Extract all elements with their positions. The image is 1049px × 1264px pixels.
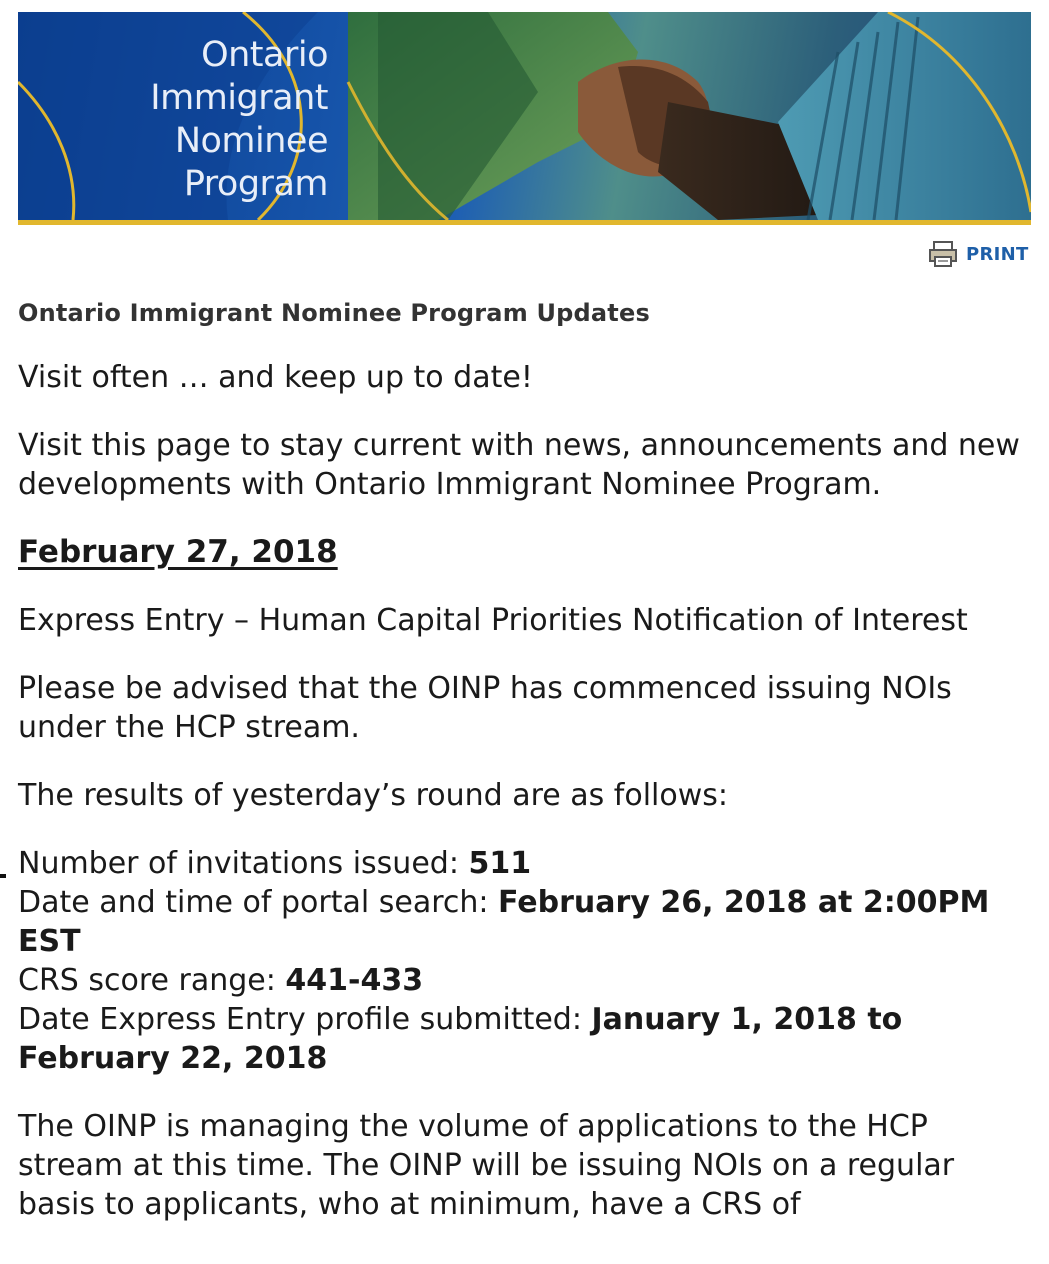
result-crs-range [18, 961, 1028, 1000]
print-label[interactable]: PRINT [966, 243, 1029, 265]
result-label: Date and time of portal search: [18, 885, 499, 920]
bullet-marker [0, 874, 6, 878]
result-label: CRS score range: [18, 963, 286, 998]
banner-title [78, 34, 328, 206]
update-date-heading: February 27, 2018 [18, 534, 338, 570]
result-label: Date Express Entry profile submitted: [18, 1002, 592, 1037]
banner-title-line: Ontario [201, 35, 328, 75]
result-value: 441-433 [285, 963, 424, 998]
result-profile-dates [18, 1000, 1028, 1078]
printer-icon [928, 240, 958, 268]
managing-volume-text: The OINP is managing the volume of applications to the HCP stream at this time. The OINP will be issuing NOIs on a regular basis to applicants, who at minimum, have a CRS of [18, 1109, 955, 1222]
banner-title-line: Immigrant [150, 78, 328, 118]
print-button[interactable] [928, 240, 1029, 268]
result-value: February 26, 2018 at 2:00PM EST [18, 885, 990, 959]
result-value: 511 [468, 846, 532, 881]
result-portal-search [18, 883, 1028, 961]
intro-text: Visit this page to stay current with news, announcements and new developments with Ontario Immigrant Nominee Program. [18, 428, 1020, 502]
result-invitations [18, 844, 1028, 883]
update-title: Express Entry – Human Capital Priorities Notification of Interest [18, 603, 968, 638]
update-advisory-text: Please be advised that the OINP has commenced issuing NOIs under the HCP stream. [18, 671, 952, 745]
main-content [18, 296, 1028, 1224]
banner-title-line: Program [183, 164, 328, 204]
page-heading: Ontario Immigrant Nominee Program Updates [18, 299, 650, 327]
visit-often-text: Visit often … and keep up to date! [18, 360, 533, 395]
result-label: Number of invitations issued: [18, 846, 469, 881]
results-intro-text: The results of yesterday’s round are as follows: [18, 778, 729, 813]
banner-gold-rule [18, 220, 1031, 225]
program-banner [18, 12, 1031, 220]
results-list [18, 844, 1028, 1078]
banner-title-line: Nominee [174, 121, 328, 161]
result-value: January 1, 2018 to February 22, 2018 [18, 1002, 903, 1076]
